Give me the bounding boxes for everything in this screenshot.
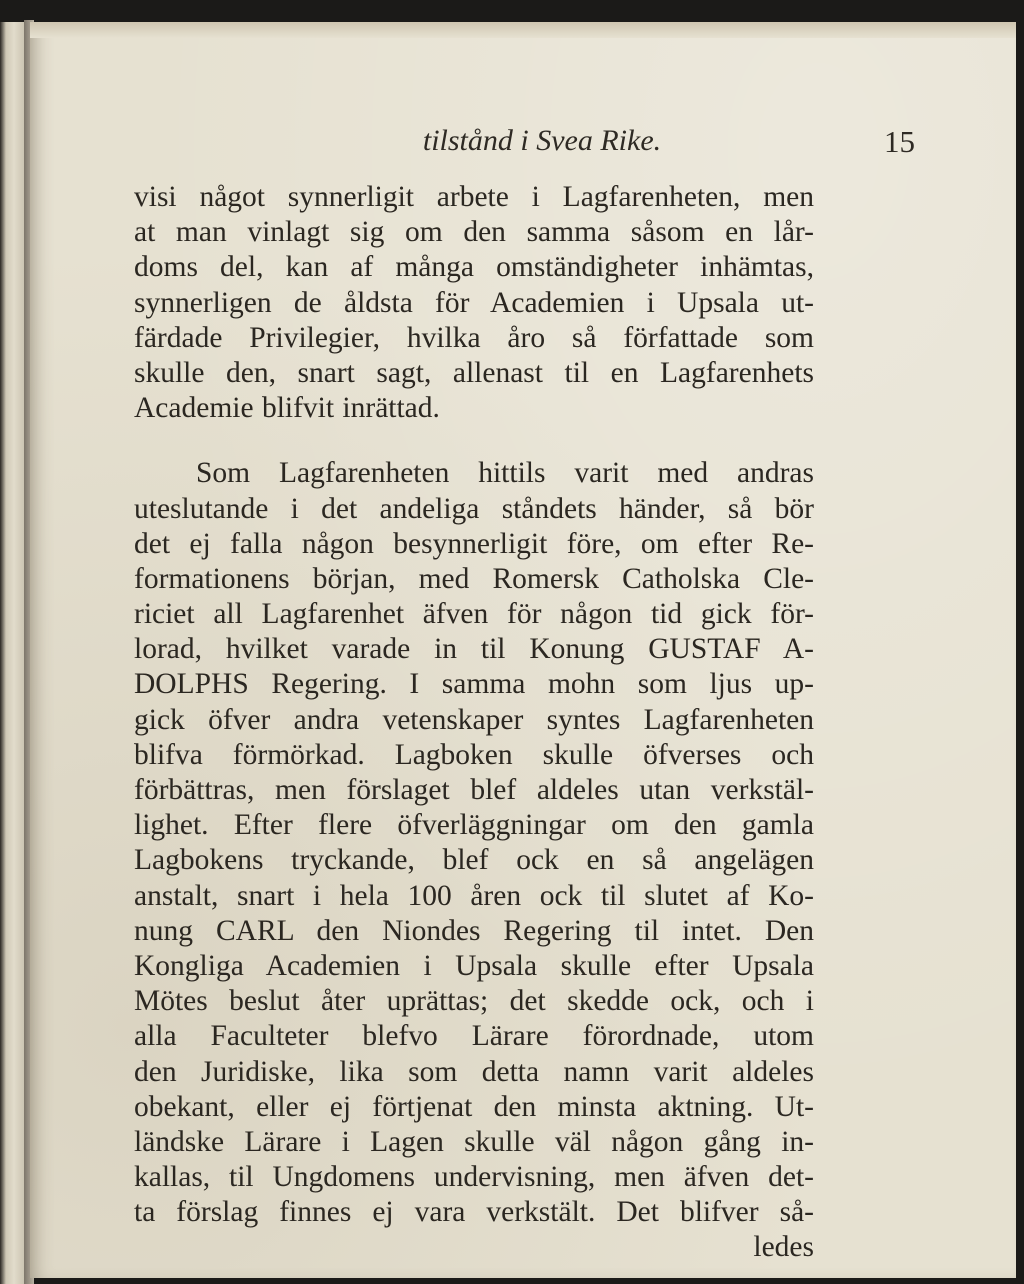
text-line: lorad, hvilket varade in til Konung GUSTAF A- <box>134 633 814 666</box>
page-top-edge <box>30 22 1016 38</box>
text-line: at man vinlagt sig om den samma såsom en lår- <box>134 216 814 249</box>
text-line: obekant, eller ej förtjenat den minsta aktning. Ut- <box>134 1090 814 1123</box>
text-line: det ej falla någon besynnerligit före, om efter Re- <box>134 527 814 560</box>
text-line: Lagbokens tryckande, blef ock en så angelägen <box>134 844 814 877</box>
text-line: kallas, til Ungdomens undervisning, men äfven det- <box>134 1161 814 1194</box>
text-line: förbättras, men förslaget blef aldeles utan verkstäl- <box>134 774 814 806</box>
previous-page-edge <box>0 22 24 1284</box>
text-line: blifva förmörkad. Lagboken skulle öfverses och <box>134 738 814 771</box>
text-line: synnerligen de åldsta för Academien i Upsala ut- <box>134 286 814 319</box>
text-line: gick öfver andra vetenskaper syntes Lagfarenheten <box>134 703 814 736</box>
text-line: ländske Lärare i Lagen skulle väl någon gång in- <box>134 1125 814 1158</box>
page-body-text <box>134 180 814 1265</box>
page-number: 15 <box>884 124 915 159</box>
running-header: tilstånd i Svea Rike. <box>422 124 662 157</box>
text-line: Mötes beslut åter uprättas; det skedde ock, och i <box>134 985 814 1018</box>
text-line: Kongliga Academien i Upsala skulle efter Upsala <box>134 949 814 982</box>
text-line: Academie blifvit inrättad. <box>134 392 440 425</box>
text-line: DOLPHS Regering. I samma mohn som ljus up- <box>134 668 814 701</box>
catchword: ledes <box>753 1231 814 1264</box>
paragraph-gap <box>134 426 814 456</box>
text-line: Som Lagfarenheten hittils varit med andras <box>196 457 814 490</box>
text-line: doms del, kan af många omständigheter inhämtas, <box>134 251 814 284</box>
text-line: den Juridiske, lika som detta namn varit aldeles <box>134 1055 814 1088</box>
text-line: anstalt, snart i hela 100 åren ock til slutet af Ko- <box>134 879 814 912</box>
text-line: riciet all Lagfarenhet äfven för någon tid gick för- <box>134 598 814 631</box>
text-line: nung CARL den Niondes Regering til intet. Den <box>134 914 814 947</box>
text-line: skulle den, snart sagt, allenast til en Lagfarenhets <box>134 356 814 389</box>
text-line: lighet. Efter flere öfverläggningar om den gamla <box>134 809 814 842</box>
text-line: alla Faculteter blefvo Lärare förordnade, utom <box>134 1020 814 1053</box>
text-line: ta förslag finnes ej vara verkstält. Det blifver så- <box>134 1196 814 1229</box>
text-line: formationens början, med Romersk Catholska Cle- <box>134 562 814 595</box>
paragraph-1 <box>134 180 814 426</box>
text-line: uteslutande i det andeliga ståndets händer, så bör <box>134 492 814 525</box>
text-line: färdade Privilegier, hvilka åro så författade som <box>134 321 814 354</box>
paragraph-2 <box>134 456 814 1230</box>
text-line: visi något synnerligit arbete i Lagfarenheten, men <box>134 181 814 213</box>
